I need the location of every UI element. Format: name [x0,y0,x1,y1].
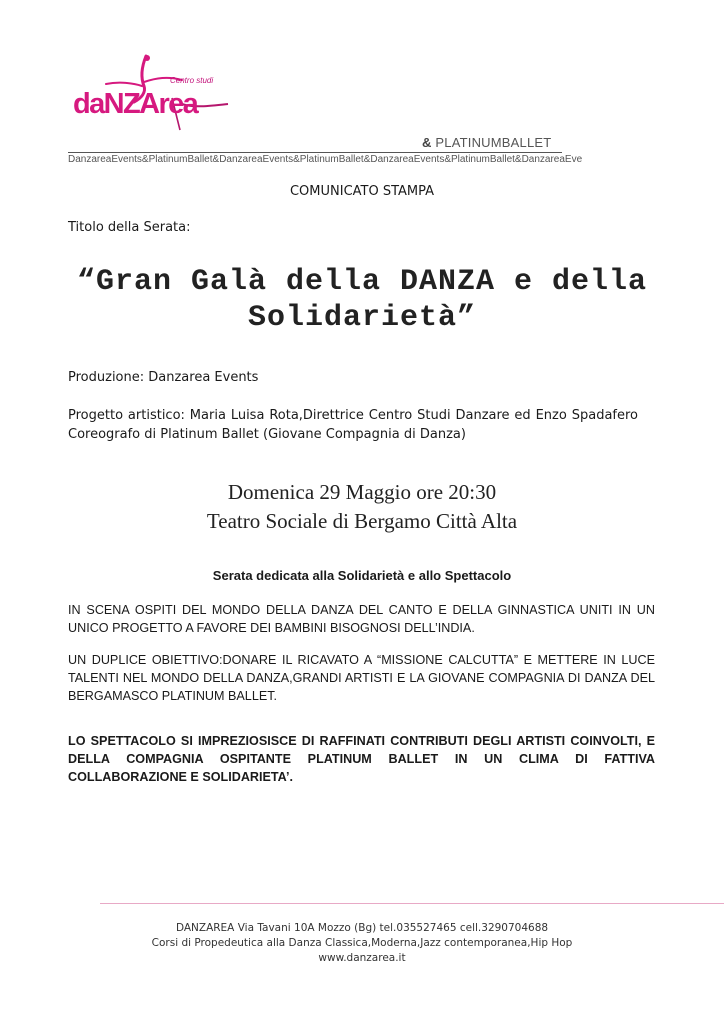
production-line: Produzione: Danzarea Events [68,370,259,385]
header-divider [68,152,562,153]
footer-address: DANZAREA Via Tavani 10A Mozzo (Bg) tel.035527465 cell.3290704688 [175,922,549,934]
event-venue: Teatro Sociale di Bergamo Città Alta [206,509,518,533]
header-ribbon: DanzareaEvents&PlatinumBallet&DanzareaEvents&PlatinumBallet&DanzareaEvents&PlatinumBallet&DanzareaEve [68,154,583,165]
event-date-venue [0,478,724,536]
event-title [40,264,684,336]
footer-website[interactable]: www.danzarea.it [318,952,406,964]
logo-subtitle: Centro studi [170,76,214,85]
footer-courses: Corsi di Propedeutica alla Danza Classica,Moderna,Jazz contemporanea,Hip Hop [151,937,573,949]
paragraph-guests: IN SCENA OSPITI DEL MONDO DELLA DANZA DEL CANTO E DELLA GINNASTICA UNITI IN UN UNICO PROGETTO A FAVORE DEI BAMBINI BISOGNOSI DELL’INDIA. [68,603,655,635]
title-label: Titolo della Serata: [68,220,191,235]
footer [0,921,724,966]
partner-ampersand: & [422,135,432,150]
artistic-project: Progetto artistico: Maria Luisa Rota,Direttrice Centro Studi Danzare ed Enzo Spadafero Coreografo di Platinum Ballet (Giovane Compagnia di Danza) [68,408,638,442]
paragraph-objective: UN DUPLICE OBIETTIVO:DONARE IL RICAVATO A “MISSIONE CALCUTTA” E METTERE IN LUCE TALENTI NEL MONDO DELLA DANZA,GRANDI ARTISTI E LA GIOVANE COMPAGNIA DI DANZA DEL BERGAMASCO PLATINUM BALLET. [68,653,655,703]
partner-name: PLATINUMBALLET [435,135,552,150]
evening-subtitle: Serata dedicata alla Solidarietà e allo Spettacolo [212,568,512,583]
logo-wordmark: daNZArea [73,88,198,120]
paragraph-highlight: LO SPETTACOLO SI IMPREZIOSISCE DI RAFFINATI CONTRIBUTI DEGLI ARTISTI COINVOLTI, E DELLA COMPAGNIA OSPITANTE PLATINUM BALLET IN UN CLIMA DI FATTIVA COLLABORAZIONE E SOLIDARIETA’. [68,734,655,784]
document-type: COMUNICATO STAMPA [289,184,435,199]
footer-divider [100,903,724,904]
event-title-line-1: “Gran Galà della DANZA e della [76,265,648,299]
partner-label [422,135,551,150]
event-title-line-2: Solidarietà” [247,301,477,335]
event-date: Domenica 29 Maggio ore 20:30 [227,480,497,504]
